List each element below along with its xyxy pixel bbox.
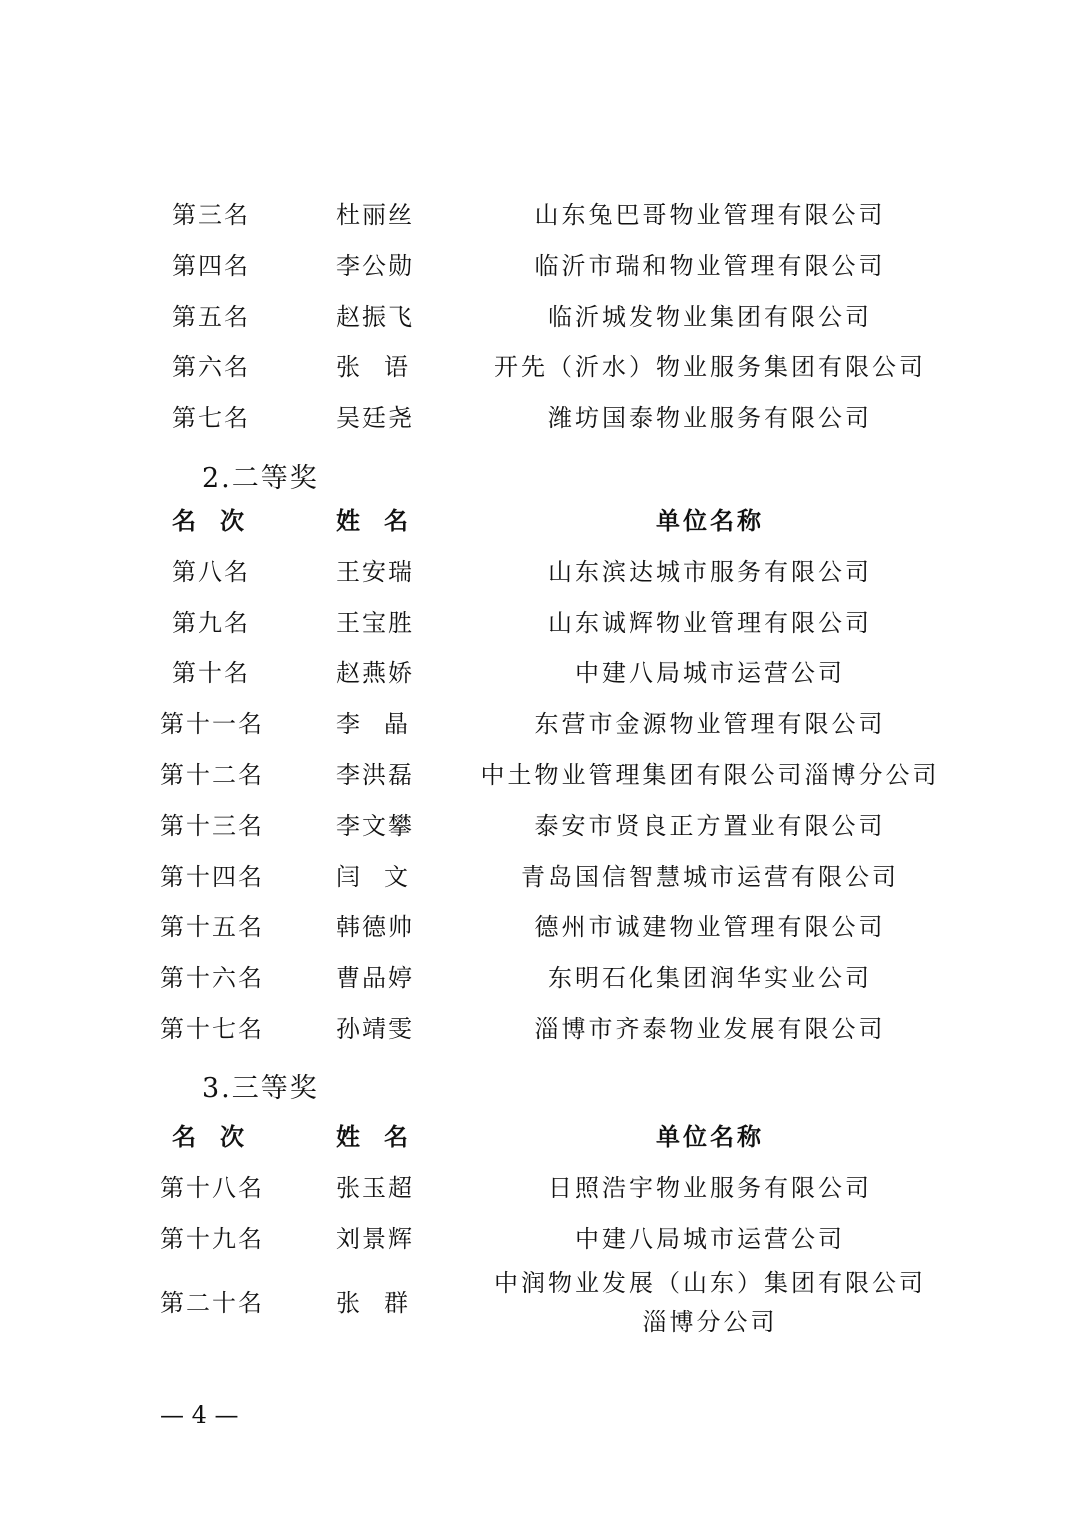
table-row (0, 699, 1080, 750)
unit-cell: 东明石化集团润华实业公司 (548, 964, 872, 993)
third-prize-table (0, 1112, 1080, 1342)
name-cell: 张玉超 (336, 1173, 414, 1202)
unit-line-1: 中润物业发展（山东）集团有限公司 (494, 1269, 926, 1298)
table-row (0, 852, 1080, 903)
unit-cell: 山东滨达城市服务有限公司 (548, 557, 872, 586)
rank-cell: 第十三名 (160, 811, 264, 840)
rank-cell: 第十九名 (160, 1224, 264, 1253)
name-cell: 李文攀 (336, 811, 414, 840)
table-row (0, 750, 1080, 801)
table-row (0, 190, 1080, 241)
rank-cell: 第十二名 (160, 760, 264, 789)
page-number: — 4 — (160, 1401, 239, 1429)
name-cell: 张语 (336, 353, 410, 382)
header-rank: 名次 (172, 506, 246, 535)
name-cell: 曹品婷 (336, 964, 414, 993)
name-cell: 赵振飞 (336, 302, 414, 331)
name-cell: 刘景辉 (336, 1224, 414, 1253)
unit-cell: 泰安市贤良正方置业有限公司 (534, 811, 886, 840)
header-unit: 单位名称 (656, 506, 764, 535)
rank-cell: 第十名 (172, 659, 250, 688)
name-cell: 李洪磊 (336, 760, 414, 789)
unit-cell: 潍坊国泰物业服务有限公司 (548, 404, 872, 433)
rank-cell: 第二十名 (160, 1289, 264, 1318)
unit-cell: 临沂城发物业集团有限公司 (548, 302, 872, 331)
rank-cell: 第七名 (172, 404, 250, 433)
table-header (0, 1112, 1080, 1163)
name-cell: 闫文 (336, 862, 410, 891)
unit-cell: 淄博市齐泰物业发展有限公司 (534, 1014, 886, 1043)
unit-cell: 东营市金源物业管理有限公司 (534, 710, 886, 739)
unit-cell: 日照浩宇物业服务有限公司 (548, 1173, 872, 1202)
table-header (0, 496, 1080, 547)
rank-cell: 第十五名 (160, 913, 264, 942)
table-row (0, 292, 1080, 343)
name-cell: 王宝胜 (336, 608, 414, 637)
unit-cell: 临沂市瑞和物业管理有限公司 (534, 251, 886, 280)
unit-cell: 山东诚辉物业管理有限公司 (548, 608, 872, 637)
name-cell: 吴廷尧 (336, 404, 414, 433)
name-cell: 孙靖雯 (336, 1014, 414, 1043)
rank-cell: 第八名 (172, 557, 250, 586)
table-row (0, 902, 1080, 953)
table-row (0, 393, 1080, 444)
table-row (0, 953, 1080, 1004)
rank-cell: 第六名 (172, 353, 250, 382)
header-rank: 名次 (172, 1122, 246, 1151)
rank-cell: 第十七名 (160, 1014, 264, 1043)
first-prize-list (0, 190, 1080, 444)
table-row (0, 1214, 1080, 1265)
name-cell: 赵燕娇 (336, 659, 414, 688)
unit-cell: 中建八局城市运营公司 (575, 659, 845, 688)
unit-cell: 青岛国信智慧城市运营有限公司 (521, 862, 899, 891)
unit-line-2: 淄博分公司 (642, 1308, 778, 1337)
rank-cell: 第十四名 (160, 862, 264, 891)
table-row (0, 801, 1080, 852)
table-row (0, 547, 1080, 598)
rank-cell: 第四名 (172, 251, 250, 280)
header-unit: 单位名称 (656, 1122, 764, 1151)
table-row (0, 342, 1080, 393)
name-cell: 王安瑞 (336, 557, 414, 586)
rank-cell: 第三名 (172, 201, 250, 229)
section-title-third-prize: 3.三等奖 (202, 1073, 319, 1104)
rank-cell: 第十八名 (160, 1173, 264, 1202)
table-row (0, 241, 1080, 292)
unit-cell (480, 1264, 940, 1342)
section-title-second-prize: 2.二等奖 (202, 463, 319, 494)
table-row (0, 1004, 1080, 1055)
table-row (0, 1264, 1080, 1342)
second-prize-table (0, 496, 1080, 1055)
table-row (0, 598, 1080, 649)
header-name: 姓名 (336, 1122, 410, 1151)
unit-cell: 德州市诚建物业管理有限公司 (534, 913, 886, 942)
name-cell: 李公勋 (336, 251, 414, 280)
unit-cell: 中土物业管理集团有限公司淄博分公司 (480, 760, 940, 789)
unit-cell: 中建八局城市运营公司 (575, 1224, 845, 1253)
table-row (0, 1163, 1080, 1214)
rank-cell: 第五名 (172, 302, 250, 331)
rank-cell: 第十六名 (160, 964, 264, 993)
name-cell: 杜丽丝 (336, 201, 414, 229)
name-cell: 李晶 (336, 710, 410, 739)
header-name: 姓名 (336, 506, 410, 535)
rank-cell: 第九名 (172, 608, 250, 637)
unit-cell: 开先（沂水）物业服务集团有限公司 (494, 353, 926, 382)
name-cell: 张群 (336, 1289, 410, 1318)
name-cell: 韩德帅 (336, 913, 414, 942)
table-row (0, 648, 1080, 699)
rank-cell: 第十一名 (160, 710, 264, 739)
unit-cell: 山东兔巴哥物业管理有限公司 (534, 201, 886, 229)
